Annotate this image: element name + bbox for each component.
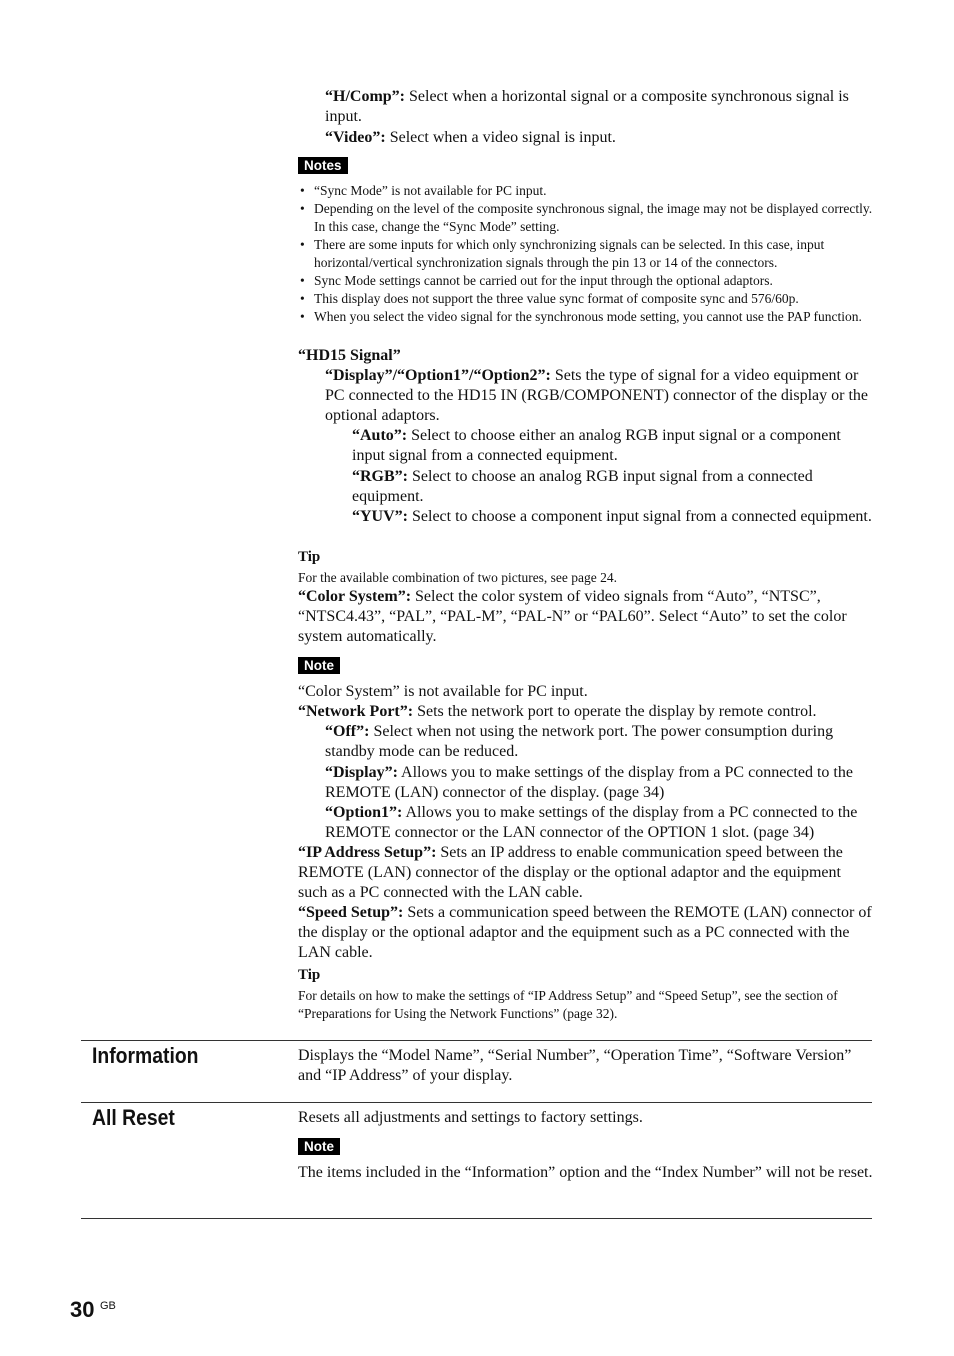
- display-options-item: “Display”/“Option1”/“Option2”: Sets the type of signal for a video equipment or PC connected to the HD15 IN (RGB/COMPONENT) connector of the display or the optional adaptors.: [325, 367, 869, 424]
- notes-badge: Notes: [298, 157, 348, 174]
- ip-address-setup-item: “IP Address Setup”: Sets an IP address to enable communication speed between the REMOTE (LAN) connector of the display or the optional adaptor and the equipment such as a PC connected with the LAN cable.: [298, 844, 843, 901]
- note-badge: Note: [298, 657, 340, 674]
- page-region-suffix: GB: [100, 1300, 116, 1312]
- video-text: Select when a video signal is input.: [385, 129, 616, 146]
- note-item: • When you select the video signal for the synchronous mode setting, you cannot use the PAP function.: [298, 308, 876, 326]
- display-item: “Display”: Allows you to make settings of the display from a PC connected to the REMOTE (LAN) connector of the display. (page 34): [325, 764, 853, 801]
- speed-setup-item: “Speed Setup”: Sets a communication speed between the REMOTE (LAN) connector of the display or the optional adaptor and the equipment such as a PC connected with the LAN cable.: [298, 904, 872, 961]
- information-heading: Information: [92, 1043, 199, 1068]
- all-reset-note: The items included in the “Information” option and the “Index Number” will not be reset.: [298, 1164, 873, 1181]
- all-reset-heading: All Reset: [92, 1105, 175, 1130]
- hcomp-label: “H/Comp”:: [325, 88, 405, 105]
- section-divider: [81, 1040, 872, 1041]
- yuv-item: “YUV”: Select to choose a component input signal from a connected equipment.: [352, 508, 872, 525]
- note-item: • There are some inputs for which only synchronizing signals can be selected. In this case, input horizontal/vertical synchronization signals through the pin 13 or 14 of the connectors.: [298, 236, 876, 272]
- rgb-item: “RGB”: Select to choose an analog RGB input signal from a connected equipment.: [352, 468, 813, 505]
- hcomp-text: Select when a horizontal signal or a composite synchronous signal is input.: [325, 88, 849, 125]
- option1-item: “Option1”: Allows you to make settings of the display from a PC connected to the REMOTE connector or the LAN connector of the OPTION 1 slot. (page 34): [325, 804, 858, 841]
- color-system-item: “Color System”: Select the color system of video signals from “Auto”, “NTSC”, “NTSC4.43”, “PAL”, “PAL-M”, “PAL-N” or “PAL60”. Select “Auto” to set the color system automatically.: [298, 588, 847, 645]
- hd15-title: “HD15 Signal”: [298, 347, 401, 364]
- note-item: • This display does not support the three value sync format of composite sync and 576/60p.: [298, 290, 876, 308]
- section-divider: [81, 1102, 872, 1103]
- auto-item: “Auto”: Select to choose either an analog RGB input signal or a component input signal from a connected equipment.: [352, 427, 841, 464]
- information-text: Displays the “Model Name”, “Serial Number”, “Operation Time”, “Software Version” and “IP Address” of your display.: [298, 1047, 852, 1084]
- tip-text: For the available combination of two pictures, see page 24.: [298, 570, 618, 585]
- network-port-item: “Network Port”: Sets the network port to operate the display by remote control.: [298, 703, 817, 720]
- tip-label: Tip: [298, 967, 321, 983]
- tip-text: For details on how to make the settings of “IP Address Setup” and “Speed Setup”, see the section of “Preparations for Using the Network Functions” (page 32).: [298, 988, 838, 1021]
- video-label: “Video”:: [325, 129, 386, 146]
- hcomp-item: [325, 87, 873, 127]
- section-divider: [81, 1218, 872, 1219]
- color-system-note: “Color System” is not available for PC input.: [298, 683, 588, 700]
- tip-label: Tip: [298, 549, 321, 565]
- all-reset-text: Resets all adjustments and settings to factory settings.: [298, 1109, 643, 1126]
- page-number: 30: [70, 1297, 95, 1322]
- off-item: “Off”: Select when not using the network port. The power consumption during standby mode can be reduced.: [325, 723, 834, 760]
- note-item: • “Sync Mode” is not available for PC input.: [298, 182, 876, 200]
- note-badge: Note: [298, 1138, 340, 1155]
- note-item: • Depending on the level of the composite synchronous signal, the image may not be displayed correctly. In this case, change the “Sync Mode” setting.: [298, 200, 876, 236]
- note-item: • Sync Mode settings cannot be carried out for the input through the optional adaptors.: [298, 272, 876, 290]
- notes-list: [298, 182, 876, 326]
- video-item: [325, 128, 873, 148]
